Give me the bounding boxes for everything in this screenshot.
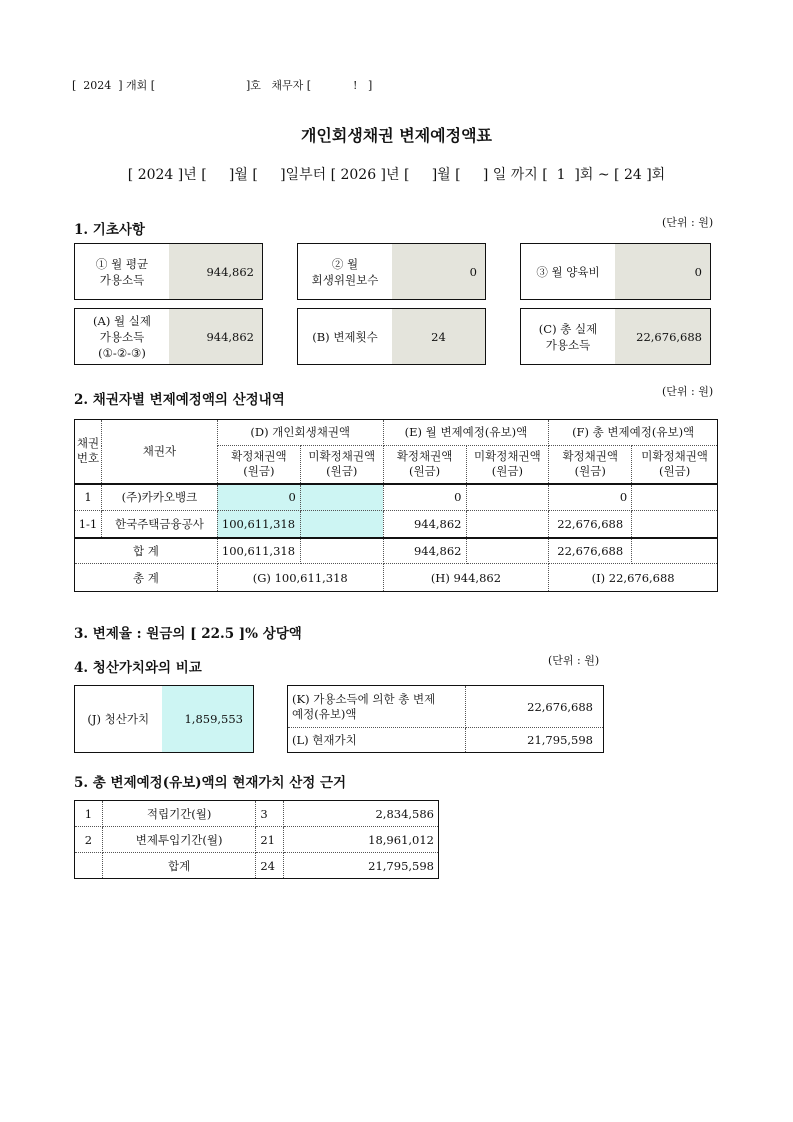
table-row (75, 827, 439, 853)
creditor-no: 1 (75, 484, 102, 511)
sub-confirmed: 확정채권액 (원금) (217, 446, 300, 484)
child-support-value: 0 (615, 244, 710, 299)
creditor-no: 1-1 (75, 511, 102, 538)
repayment-period: [ 2024 ]년 [ ]월 [ ]일부터 [ 2026 ]년 [ ]월 [ ] 일 까지 [ 1 ]회 ~ [ 24 ]회 (127, 167, 666, 183)
pv-amount: 2,834,586 (284, 801, 439, 827)
trustee-fee-label: ② 월 회생위원보수 (311, 256, 379, 287)
pv-label: 변제투입기간(월) (102, 827, 255, 853)
liquidation-value: 1,859,553 (162, 686, 254, 753)
table-row (75, 484, 718, 511)
creditor-name: (주)카카오뱅크 (101, 484, 217, 511)
col-monthly-repay: (E) 월 변제예정(유보)액 (383, 420, 549, 446)
total-H: (H) 944,862 (383, 564, 549, 592)
total-income-box (520, 308, 711, 365)
section4-title: 4. 청산가치와의 비교 (74, 660, 202, 676)
pv-no: 2 (75, 827, 103, 853)
sub-confirmed: 확정채권액 (원금) (383, 446, 466, 484)
unit-label: (단위 : 원) (662, 216, 714, 229)
pv-months: 3 (256, 801, 284, 827)
pv-months: 24 (256, 853, 284, 879)
liquidation-label: (J) 청산가치 (87, 712, 150, 726)
section5-title: 5. 총 변제예정(유보)액의 현재가치 산정 근거 (74, 775, 347, 791)
monthly-avg-income-value: 944,862 (169, 244, 262, 299)
repayment-count-box (297, 308, 486, 365)
repayment-compare-table (287, 685, 604, 753)
actual-income-value: 944,862 (169, 309, 262, 364)
unit-label: (단위 : 원) (548, 654, 600, 667)
repayment-count-label: (B) 변제횟수 (312, 329, 378, 344)
section2-title: 2. 채권자별 변제예정액의 산정내역 (74, 392, 285, 408)
creditor-table (74, 419, 718, 592)
k-value: 22,676,688 (466, 686, 604, 728)
monthly-avg-income-label: ① 월 평균 가용소득 (95, 256, 149, 287)
l-label: (L) 현재가치 (288, 728, 466, 753)
child-support-label: ③ 월 양육비 (536, 264, 600, 279)
monthly-unconfirmed (466, 484, 549, 511)
sum-total: 22,676,688 (549, 538, 632, 564)
claim-unconfirmed (300, 511, 383, 538)
monthly-confirmed: 0 (383, 484, 466, 511)
section1-title: 1. 기초사항 (74, 222, 145, 238)
unit-label: (단위 : 원) (662, 385, 714, 398)
total-unconfirmed (632, 511, 718, 538)
present-value-table (74, 800, 439, 879)
pv-no (75, 853, 103, 879)
l-value: 21,795,598 (466, 728, 604, 753)
total-unconfirmed (632, 484, 718, 511)
liquidation-value-box (74, 685, 254, 753)
pv-no: 1 (75, 801, 103, 827)
sum-row (75, 538, 718, 564)
col-total-repay: (F) 총 변제예정(유보)액 (549, 420, 718, 446)
pv-amount: 18,961,012 (284, 827, 439, 853)
table-row (75, 511, 718, 538)
col-creditor: 채권자 (101, 420, 217, 484)
creditor-name: 한국주택금융공사 (101, 511, 217, 538)
k-label: (K) 가용소득에 의한 총 변제 예정(유보)액 (288, 686, 466, 728)
repayment-count-value: 24 (392, 309, 485, 364)
case-header: [ 2024 ] 개회 [ ]호 채무자 [ ! ] (72, 79, 373, 92)
col-claim-amount: (D) 개인회생채권액 (217, 420, 383, 446)
section3-title: 3. 변제율 : 원금의 [ 22.5 ]% 상당액 (74, 626, 302, 642)
sum-claim: 100,611,318 (217, 538, 300, 564)
total-G: (G) 100,611,318 (217, 564, 383, 592)
total-confirmed: 0 (549, 484, 632, 511)
pv-months: 21 (256, 827, 284, 853)
sum-label: 합 계 (75, 538, 218, 564)
child-support-box (520, 243, 711, 300)
sum-monthly: 944,862 (383, 538, 466, 564)
claim-confirmed: 100,611,318 (217, 511, 300, 538)
total-income-value: 22,676,688 (615, 309, 710, 364)
trustee-fee-value: 0 (392, 244, 485, 299)
total-label: 총 계 (75, 564, 218, 592)
claim-unconfirmed (300, 484, 383, 511)
actual-income-label: (A) 월 실제 가용소득 (①-②-③) (93, 313, 151, 360)
sub-confirmed: 확정채권액 (원금) (549, 446, 632, 484)
col-creditor-no: 채권 번호 (75, 420, 102, 484)
table-row (75, 801, 439, 827)
monthly-confirmed: 944,862 (383, 511, 466, 538)
trustee-fee-box (297, 243, 486, 300)
actual-income-box (74, 308, 263, 365)
total-I: (I) 22,676,688 (549, 564, 718, 592)
claim-confirmed: 0 (217, 484, 300, 511)
sub-unconfirmed: 미확정채권액 (원금) (300, 446, 383, 484)
total-income-label: (C) 총 실제 가용소득 (538, 321, 598, 352)
pv-label: 합계 (102, 853, 255, 879)
monthly-unconfirmed (466, 511, 549, 538)
total-confirmed: 22,676,688 (549, 511, 632, 538)
sub-unconfirmed: 미확정채권액 (원금) (466, 446, 549, 484)
sub-unconfirmed: 미확정채권액 (원금) (632, 446, 718, 484)
monthly-avg-income-box (74, 243, 263, 300)
page-title: 개인회생채권 변제예정액표 (300, 126, 493, 145)
table-row (75, 853, 439, 879)
pv-amount: 21,795,598 (284, 853, 439, 879)
pv-label: 적립기간(월) (102, 801, 255, 827)
grand-total-row (75, 564, 718, 592)
